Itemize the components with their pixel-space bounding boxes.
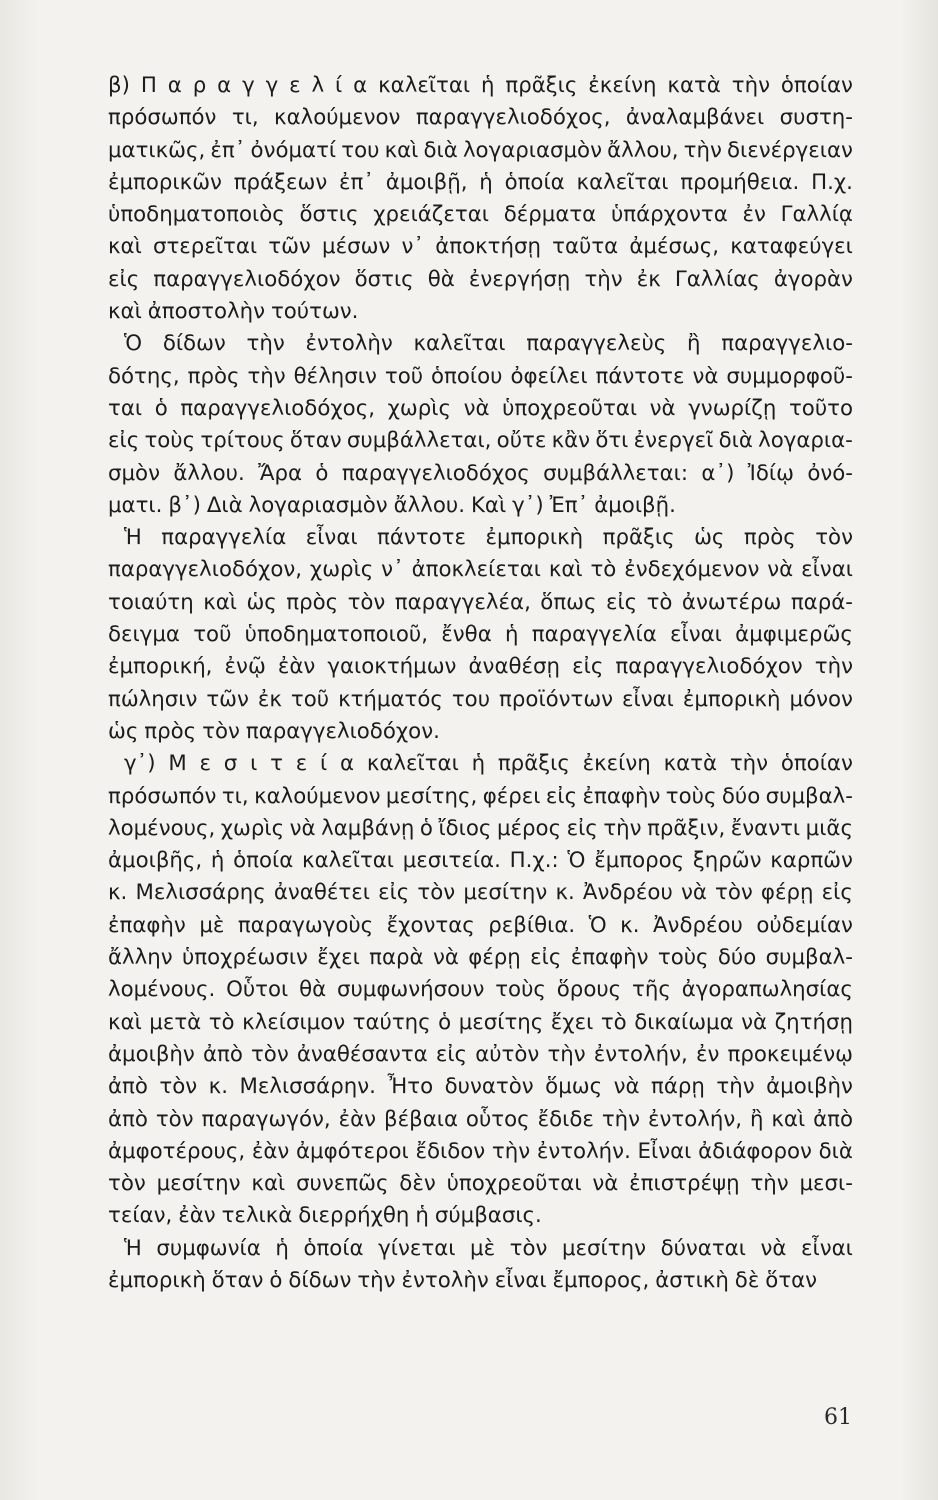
text-line: δότης, πρὸς τὴν θέλησιν τοῦ ὁποίου ὀφείλει πάντοτε νὰ συμμορφοῦ- [108,363,853,389]
text-line: εἰς παραγγελιοδόχον ὅστις θὰ ἐνεργήσῃ τὴν ἐκ Γαλλίας ἀγορὰν [108,266,853,292]
text-line: σμὸν ἄλλου. Ἄρα ὁ παραγγελιοδόχος συμβάλλεται: α᾽) Ἰδίῳ ὀνό- [108,460,853,486]
text-line: καὶ ἀποστολὴν τούτων. [108,299,359,325]
text-line: πρόσωπόν τι, καλούμενον παραγγελιοδόχος, ἀναλαμβάνει συστη- [108,105,853,131]
text-line: γ᾽) Μ ε σ ι τ ε ί α καλεῖται ἡ πρᾶξις ἐκείνη κατὰ τὴν ὁποίαν [124,751,853,777]
text-line: ματι. β᾽) Διὰ λογαριασμὸν ἄλλου. Καὶ γ᾽) Ἐπ᾽ ἀμοιβῇ. [108,492,676,518]
body-text [108,70,853,1297]
text-line: ὡς πρὸς τὸν παραγγελιοδόχον. [108,718,440,744]
text-line: πρόσωπόν τι, καλούμενον μεσίτης, φέρει εἰς ἐπαφὴν τοὺς δύο συμβαλ- [108,783,853,809]
text-line: ἀμφοτέρους, ἐὰν ἀμφότεροι ἔδιδον τὴν ἐντολήν. Εἶναι ἀδιάφορον διὰ [108,1138,853,1164]
text-line: λομένους. Οὗτοι θὰ συμφωνήσουν τοὺς ὅρους τῆς ἀγοραπωλησίας [108,977,853,1003]
text-line: ἀμοιβῆς, ἡ ὁποία καλεῖται μεσιτεία. Π.χ.: Ὁ ἔμπορος ξηρῶν καρπῶν [108,848,853,874]
text-line: ἐμπορικὴ ὅταν ὁ δίδων τὴν ἐντολὴν εἶναι ἔμπορος, ἀστικὴ δὲ ὅταν [108,1267,818,1293]
text-line: Ἡ συμφωνία ἡ ὁποία γίνεται μὲ τὸν μεσίτην δύναται νὰ εἶναι [124,1235,853,1261]
text-line: τοιαύτη καὶ ὡς πρὸς τὸν παραγγελέα, ὅπως εἰς τὸ ἀνωτέρω παρά- [108,589,853,615]
text-line: λομένους, χωρὶς νὰ λαμβάνῃ ὁ ἴδιος μέρος εἰς τὴν πρᾶξιν, ἔναντι μιᾶς [108,815,853,841]
text-line: τείαν, ἐὰν τελικὰ διερρήχθη ἡ σύμβασις. [108,1203,542,1229]
text-line: παραγγελιοδόχον, χωρὶς ν᾽ ἀποκλείεται καὶ τὸ ἐνδεχόμενον νὰ εἶναι [108,557,853,583]
text-line: καὶ στερεῖται τῶν μέσων ν᾽ ἀποκτήσῃ ταῦτα ἀμέσως, καταφεύγει [108,234,853,260]
text-line: ἀπὸ τὸν κ. Μελισσάρην. Ἦτο δυνατὸν ὅμως νὰ πάρῃ τὴν ἀμοιβὴν [108,1074,853,1100]
text-line: τὸν μεσίτην καὶ συνεπῶς δὲν ὑποχρεοῦται νὰ ἐπιστρέψῃ τὴν μεσι- [108,1171,853,1197]
text-line: ἐμπορικῶν πράξεων ἐπ᾽ ἀμοιβῇ, ἡ ὁποία καλεῖται προμήθεια. Π.χ. [108,169,853,195]
text-line: ἐπαφὴν μὲ παραγωγοὺς ἔχοντας ρεβίθια. Ὁ κ. Ἀνδρέου οὐδεμίαν [108,912,853,938]
text-line: β) Π α ρ α γ γ ε λ ί α καλεῖται ἡ πρᾶξις ἐκείνη κατὰ τὴν ὁποίαν [108,73,853,98]
text-line: κ. Μελισσάρης ἀναθέτει εἰς τὸν μεσίτην κ. Ἀνδρέου νὰ τὸν φέρῃ εἰς [108,880,853,906]
text-line: δειγμα τοῦ ὑποδηματοποιοῦ, ἔνθα ἡ παραγγελία εἶναι ἀμφιμερῶς [108,622,853,648]
text-line: ται ὁ παραγγελιοδόχος, χωρὶς νὰ ὑποχρεοῦται νὰ γνωρίζῃ τοῦτο [108,395,853,421]
text-line: ἄλλην ὑποχρέωσιν ἔχει παρὰ νὰ φέρῃ εἰς ἐπαφὴν τοὺς δύο συμβαλ- [108,945,853,971]
text-line: ἐμπορική, ἐνῷ ἐὰν γαιοκτήμων ἀναθέσῃ εἰς παραγγελιοδόχον τὴν [108,654,853,680]
text-line: πώλησιν τῶν ἐκ τοῦ κτήματός του προϊόντων εἶναι ἐμπορικὴ μόνον [108,686,853,712]
page-number: 61 [824,1405,852,1430]
text-line: καὶ μετὰ τὸ κλείσιμον ταύτης ὁ μεσίτης ἔχει τὸ δικαίωμα νὰ ζητήσῃ [108,1009,853,1035]
text-line: ματικῶς, ἐπ᾽ ὀνόματί του καὶ διὰ λογαριασμὸν ἄλλου, τὴν διενέργειαν [108,137,853,163]
text-line: εἰς τοὺς τρίτους ὅταν συμβάλλεται, οὔτε κἂν ὅτι ἐνεργεῖ διὰ λογαρια- [108,428,853,454]
text-line: ἀμοιβὴν ἀπὸ τὸν ἀναθέσαντα εἰς αὐτὸν τὴν ἐντολήν, ἐν προκειμένῳ [108,1041,853,1067]
text-line: ὑποδηματοποιὸς ὅστις χρειάζεται δέρματα ὑπάρχοντα ἐν Γαλλίᾳ [108,202,853,228]
text-line: Ἡ παραγγελία εἶναι πάντοτε ἐμπορικὴ πρᾶξις ὡς πρὸς τὸν [124,525,853,551]
text-line: ἀπὸ τὸν παραγωγόν, ἐὰν βέβαια οὗτος ἔδιδε τὴν ἐντολήν, ἢ καὶ ἀπὸ [108,1106,853,1132]
text-line: Ὁ δίδων τὴν ἐντολὴν καλεῖται παραγγελεὺς ἢ παραγγελιο- [124,331,853,357]
